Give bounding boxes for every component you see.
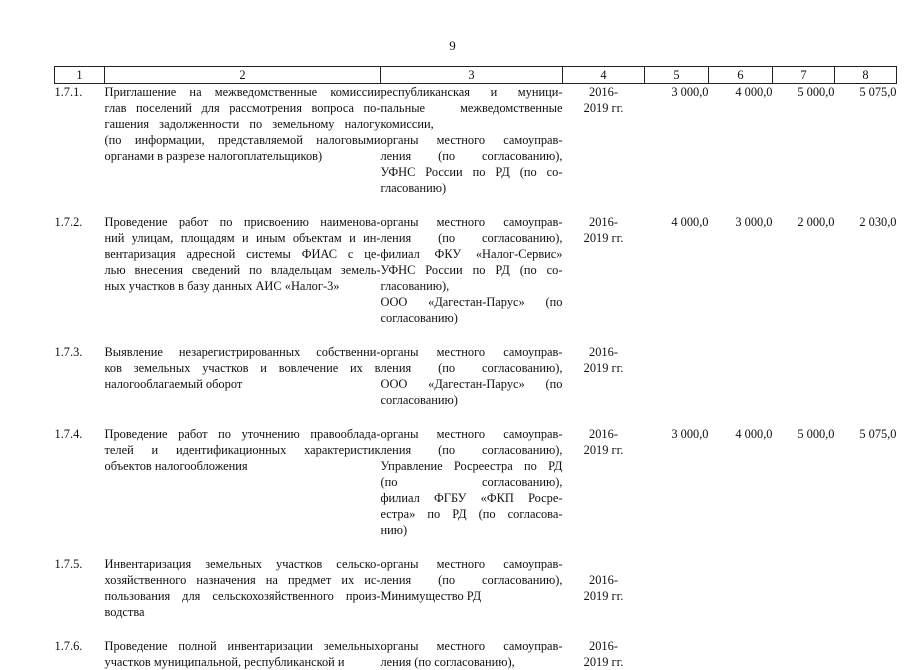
activity-cell xyxy=(105,426,381,538)
row-number: 1.7.6. xyxy=(54,639,83,653)
text-line: Приглашение на межведомственные комиссии xyxy=(104,85,381,99)
text-line: водства xyxy=(104,605,145,619)
header-col-2: 2 xyxy=(105,67,381,84)
text-line: 2016- xyxy=(589,85,618,99)
header-col-5: 5 xyxy=(645,67,709,84)
amount-5 xyxy=(645,638,709,670)
text-line: 2019 гг. xyxy=(583,231,624,245)
amount-7 xyxy=(773,344,835,408)
term-cell xyxy=(563,84,645,197)
row-number: 1.7.1. xyxy=(54,85,83,99)
activity-cell xyxy=(105,344,381,408)
text-line: органы местного самоуправ- xyxy=(380,345,563,359)
header-col-7: 7 xyxy=(773,67,835,84)
text-line: органы местного самоуправ- xyxy=(380,557,563,571)
term-cell xyxy=(563,556,645,620)
text-line: лью внесения сведений по владельцам земель- xyxy=(104,263,381,277)
amount-7: 5 000,0 xyxy=(797,85,835,99)
amount-6 xyxy=(709,344,773,408)
table-row xyxy=(55,214,897,326)
term-cell xyxy=(563,214,645,326)
amount-5 xyxy=(645,556,709,620)
amount-6: 4 000,0 xyxy=(735,427,773,441)
executors-cell xyxy=(381,214,563,326)
text-line: Выявление незарегистрированных собственни- xyxy=(104,345,381,359)
activity-cell xyxy=(105,556,381,620)
row-number: 1.7.5. xyxy=(54,557,83,571)
text-line: 2016- xyxy=(589,639,618,653)
executors-cell xyxy=(381,638,563,670)
text-line: хозяйственного назначения на предмет их ис- xyxy=(104,573,381,587)
row-number: 1.7.4. xyxy=(54,427,83,441)
text-line: ления (по согласованию), xyxy=(380,231,563,245)
text-line: УФНС России по РД (по со- xyxy=(380,263,563,277)
text-line: телей и идентификационных характеристик xyxy=(104,443,381,457)
executors-cell xyxy=(381,344,563,408)
text-line: Инвентаризация земельных участков сельско- xyxy=(104,557,381,571)
row-spacer xyxy=(55,326,897,344)
text-line: Проведение полной инвентаризации земельных xyxy=(104,639,381,653)
text-line: ления (по согласованию), xyxy=(380,573,563,587)
amount-7: 5 000,0 xyxy=(797,427,835,441)
amount-8: 2 030,0 xyxy=(859,215,897,229)
text-line: ООО «Дагестан-Парус» (по xyxy=(380,295,563,309)
executors-cell xyxy=(381,426,563,538)
amount-8 xyxy=(835,556,897,620)
text-line: ления (по согласованию), xyxy=(380,443,563,457)
amount-7: 2 000,0 xyxy=(797,215,835,229)
text-line: 2016- xyxy=(589,345,618,359)
text-line: 2016- xyxy=(589,215,618,229)
row-spacer-cell xyxy=(55,620,897,638)
text-line: республиканская и муници- xyxy=(380,85,563,99)
table-row xyxy=(55,344,897,408)
header-col-1: 1 xyxy=(55,67,105,84)
row-spacer-cell xyxy=(55,408,897,426)
row-spacer xyxy=(55,620,897,638)
row-spacer-cell xyxy=(55,326,897,344)
term-cell xyxy=(563,426,645,538)
text-line: органы местного самоуправ- xyxy=(380,133,563,147)
text-line: УФНС России по РД (по со- xyxy=(380,165,563,179)
text-line: 2016- xyxy=(589,427,618,441)
row-spacer-cell xyxy=(55,196,897,214)
amount-5: 4 000,0 xyxy=(671,215,709,229)
text-line: налогооблагаемый оборот xyxy=(104,377,243,391)
text-line: пальные межведомственные xyxy=(380,101,563,115)
row-number: 1.7.3. xyxy=(54,345,83,359)
text-line: ления (по согласованию), xyxy=(380,361,563,375)
text-line: 2019 гг. xyxy=(583,655,624,669)
text-line: объектов налогообложения xyxy=(104,459,248,473)
text-line: Минимущество РД xyxy=(380,589,482,603)
text-line: гласованию), xyxy=(380,279,450,293)
text-line: Проведение работ по уточнению правообладa- xyxy=(104,427,381,441)
row-spacer xyxy=(55,538,897,556)
row-spacer-cell xyxy=(55,538,897,556)
text-line: нию) xyxy=(380,523,408,537)
amount-7 xyxy=(773,556,835,620)
text-line: Управление Росреестра по РД xyxy=(380,459,563,473)
amount-5 xyxy=(645,344,709,408)
table-row xyxy=(55,638,897,670)
executors-cell xyxy=(381,556,563,620)
row-spacer xyxy=(55,408,897,426)
text-line: комиссии, xyxy=(380,117,434,131)
header-col-4: 4 xyxy=(563,67,645,84)
text-line: участков муниципальной, республиканской и xyxy=(104,655,345,669)
text-line: естра» по РД (по согласова- xyxy=(380,507,563,521)
text-line: органами в разрезе налогоплательщиков) xyxy=(104,149,323,163)
text-line: ний улицам, площадям и иным объектам и ин- xyxy=(104,231,381,245)
text-line: (по информации, представляемой налоговыми xyxy=(104,133,381,147)
row-number: 1.7.2. xyxy=(54,215,83,229)
text-line: органы местного самоуправ- xyxy=(380,215,563,229)
amount-8 xyxy=(835,344,897,408)
activity-cell xyxy=(105,638,381,670)
activity-cell xyxy=(105,84,381,197)
text-line: Проведение работ по присвоению наименова- xyxy=(104,215,381,229)
text-line: ных участков в базу данных АИС «Налог-3» xyxy=(104,279,340,293)
text-line: гласованию) xyxy=(380,181,447,195)
amount-8: 5 075,0 xyxy=(859,427,897,441)
amount-6 xyxy=(709,556,773,620)
text-line: органы местного самоуправ- xyxy=(380,427,563,441)
amount-6: 3 000,0 xyxy=(735,215,773,229)
text-line: 2016- xyxy=(589,573,618,587)
header-col-3: 3 xyxy=(381,67,563,84)
executors-cell xyxy=(381,84,563,197)
row-spacer xyxy=(55,196,897,214)
text-line: гашения задолженности по земельному налогу xyxy=(104,117,381,131)
amount-8: 5 075,0 xyxy=(859,85,897,99)
text-line: филиал ФГБУ «ФКП Росре- xyxy=(380,491,563,505)
amount-8 xyxy=(835,638,897,670)
page-number: 9 xyxy=(449,38,456,53)
term-cell xyxy=(563,344,645,408)
text-line: 2019 гг. xyxy=(583,589,624,603)
header-col-8: 8 xyxy=(835,67,897,84)
table-row xyxy=(55,84,897,197)
text-line: глав поселений для рассмотрения вопроса по- xyxy=(104,101,381,115)
text-line: 2019 гг. xyxy=(583,101,624,115)
text-line: ления (по согласованию), xyxy=(380,655,515,669)
amount-6: 4 000,0 xyxy=(735,85,773,99)
text-line: согласованию) xyxy=(380,311,458,325)
text-line: ления (по согласованию), xyxy=(380,149,563,163)
text-line: филиал ФКУ «Налог-Сервис» xyxy=(380,247,563,261)
term-cell xyxy=(563,638,645,670)
text-line: пользования для сельскохозяйственного произ- xyxy=(104,589,381,603)
amount-5: 3 000,0 xyxy=(671,85,709,99)
text-line: 2019 гг. xyxy=(583,443,624,457)
measures-table xyxy=(54,66,897,670)
text-line: 2019 гг. xyxy=(583,361,624,375)
activity-cell xyxy=(105,214,381,326)
header-col-6: 6 xyxy=(709,67,773,84)
amount-5: 3 000,0 xyxy=(671,427,709,441)
header-row xyxy=(55,67,897,84)
text-line: вентаризация адресной системы ФИАС с це- xyxy=(104,247,381,261)
text-line: органы местного самоуправ- xyxy=(380,639,563,653)
table-row xyxy=(55,556,897,620)
table-row xyxy=(55,426,897,538)
text-line: ООО «Дагестан-Парус» (по xyxy=(380,377,563,391)
text-line: согласованию) xyxy=(380,393,458,407)
amount-7 xyxy=(773,638,835,670)
amount-6 xyxy=(709,638,773,670)
text-line: ков земельных участков и вовлечение их в xyxy=(104,361,381,375)
text-line: (по согласованию), xyxy=(380,475,563,489)
